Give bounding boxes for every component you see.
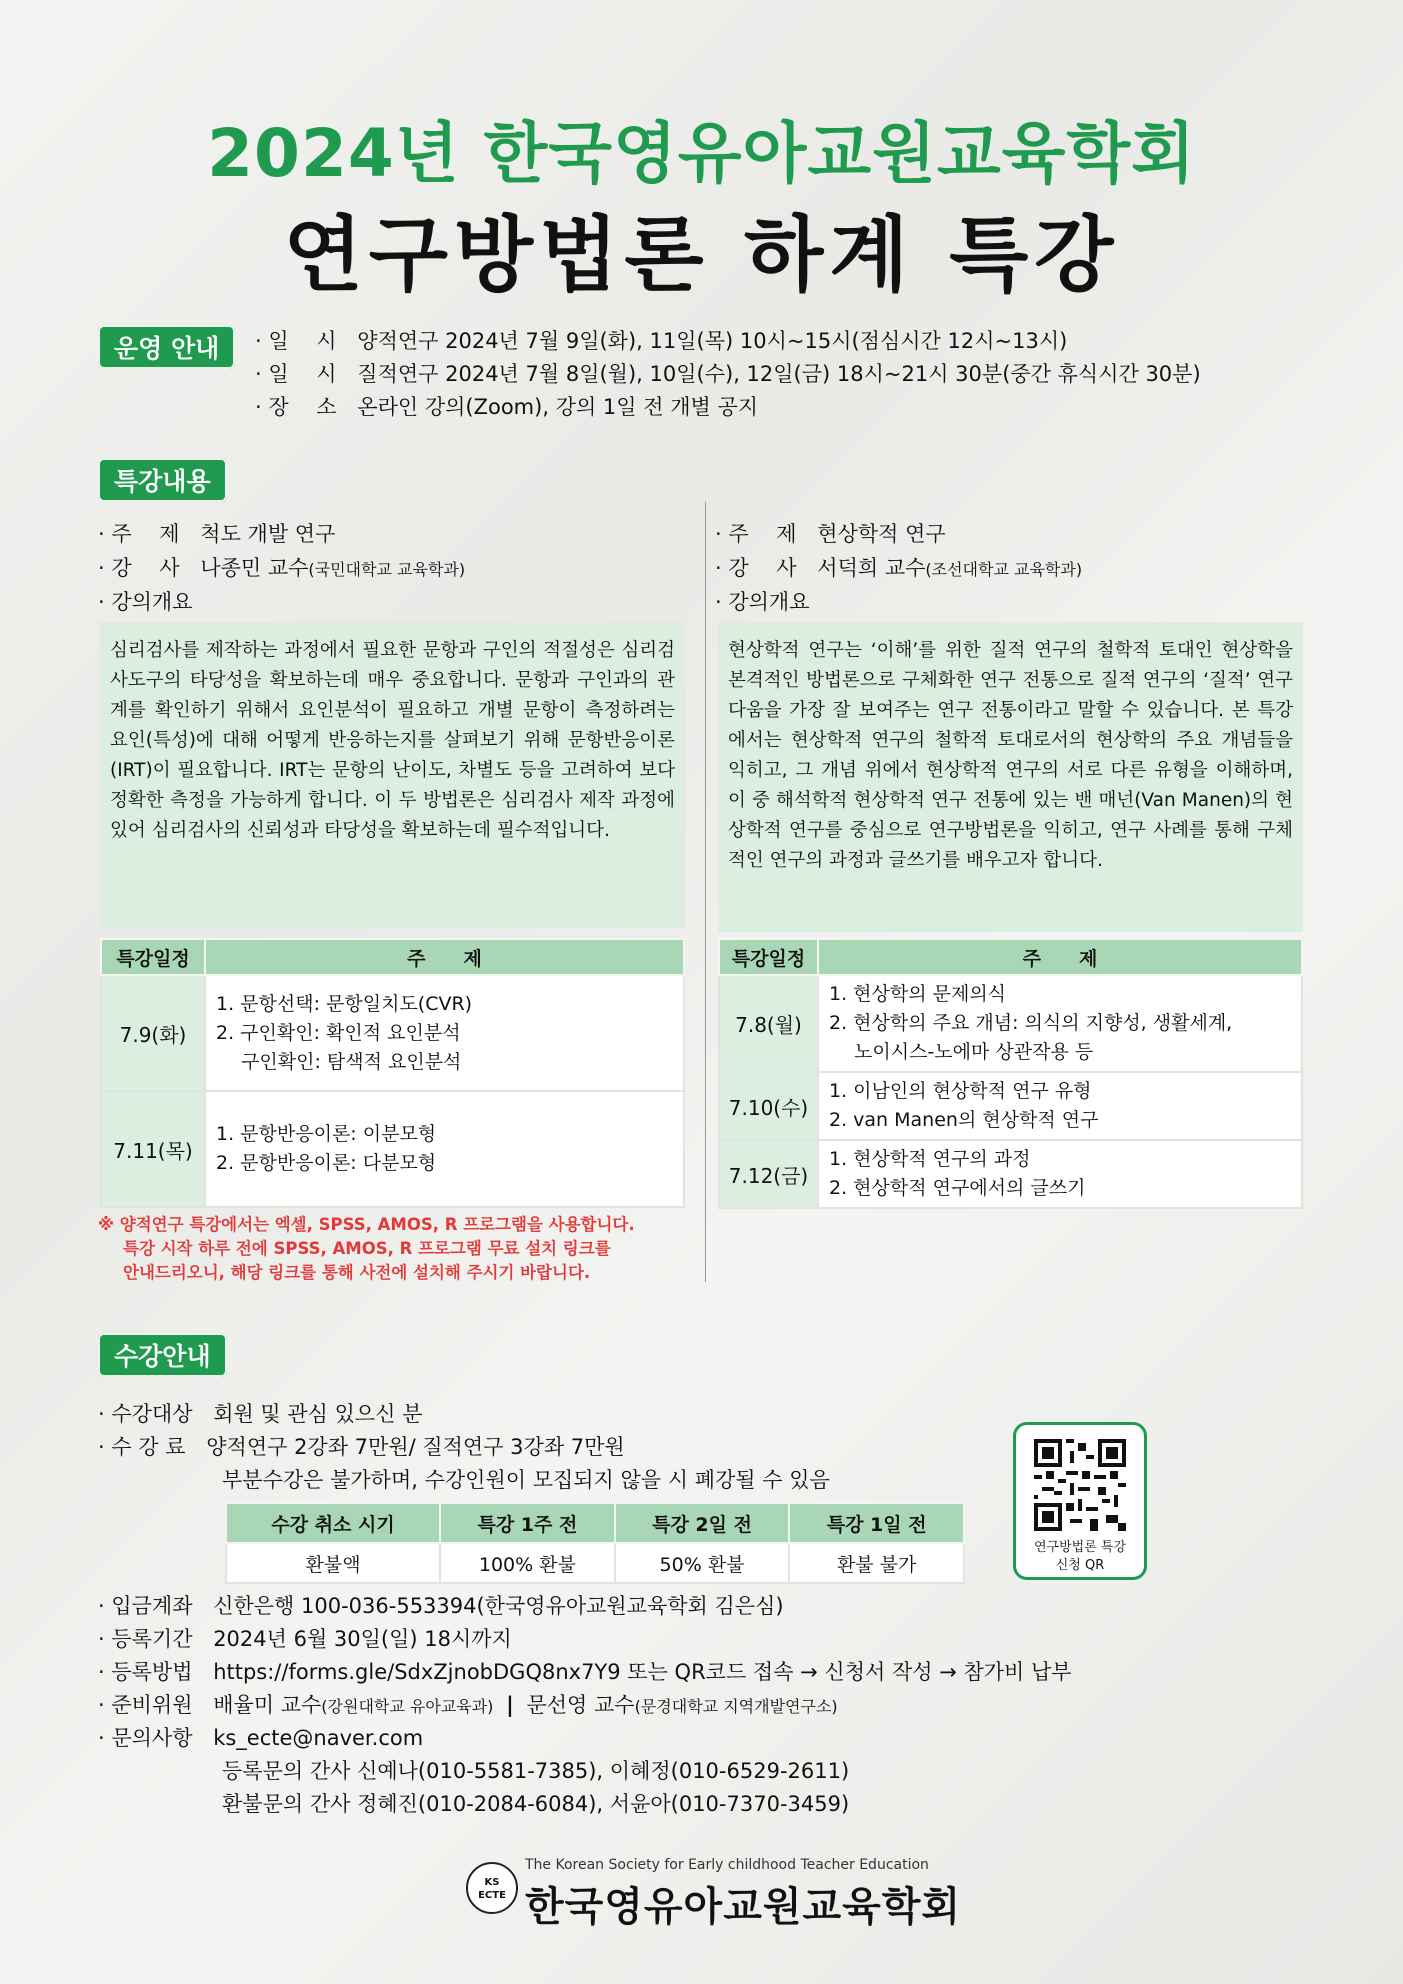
enroll-fee-row	[98, 1431, 625, 1461]
left-lecturer-label: · 강 사	[98, 556, 180, 580]
right-overview-label: · 강의개요	[715, 590, 810, 614]
operation-label: · 장 소	[255, 395, 337, 419]
committee-member-2: 문선영 교수	[526, 1693, 635, 1717]
operation-value: 양적연구 2024년 7월 9일(화), 11일(목) 10시~15시(점심시간 12시~13시)	[357, 329, 1068, 353]
left-topic: 척도 개발 연구	[200, 522, 336, 546]
operation-tag: 운영 안내	[98, 325, 235, 369]
column-divider	[705, 502, 706, 1282]
schedule-topics	[205, 1091, 684, 1207]
schedule-topics	[205, 975, 684, 1091]
committee-separator: |	[506, 1693, 514, 1717]
software-note	[98, 1213, 635, 1285]
society-logo	[466, 1862, 518, 1914]
refund-header: 특강 1주 전	[440, 1503, 615, 1543]
operation-label: · 일 시	[255, 362, 337, 386]
schedule-topic: 2. van Manen의 현상학적 연구	[829, 1109, 1099, 1131]
enroll-committee-label: · 준비위원	[98, 1693, 193, 1717]
operation-value: 온라인 강의(Zoom), 강의 1일 전 개별 공지	[357, 395, 759, 419]
note-line: 특강 시작 하루 전에 SPSS, AMOS, R 프로그램 무료 설치 링크를	[123, 1239, 611, 1258]
enroll-account-label: · 입금계좌	[98, 1594, 193, 1618]
schedule-date: 7.11(목)	[101, 1091, 205, 1207]
refund-cell: 100% 환불	[440, 1543, 615, 1583]
title-line1: 2024년 한국영유아교원교육학회	[207, 115, 1196, 192]
left-schedule-table	[100, 938, 685, 1208]
right-lecturer-row	[715, 552, 1082, 582]
schedule-topics	[818, 975, 1302, 1072]
footer-english-name: The Korean Society for Early childhood Teacher Education	[525, 1857, 929, 1873]
schedule-topics	[818, 1140, 1302, 1208]
left-topic-row	[98, 518, 335, 548]
enroll-contact-row	[98, 1722, 423, 1752]
contact-registration: 등록문의 간사 신예나(010-5581-7385), 이혜정(010-6529-2611)	[222, 1759, 850, 1783]
schedule-header-topic: 주 제	[818, 939, 1302, 975]
footer-korean-name: 한국영유아교원교육학회	[525, 1884, 962, 1930]
table-row	[719, 1140, 1302, 1208]
enroll-target-row	[98, 1398, 422, 1428]
operation-item-2	[255, 358, 1201, 388]
table-row	[719, 975, 1302, 1072]
schedule-topic: 구인확인: 탐색적 요인분석	[216, 1050, 462, 1073]
schedule-date: 7.9(화)	[101, 975, 205, 1091]
right-lecturer-affil: (조선대학교 교육학과)	[925, 560, 1083, 579]
committee-member-2-affil: (문경대학교 지역개발연구소)	[634, 1697, 838, 1716]
operation-value: 질적연구 2024년 7월 8일(월), 10일(수), 12일(금) 18시~21시 30분(중간 휴식시간 30분)	[357, 362, 1201, 386]
schedule-topic: 2. 현상학적 연구에서의 글쓰기	[829, 1177, 1086, 1199]
qr-caption	[1016, 1539, 1144, 1575]
operation-item-3	[255, 391, 758, 421]
enroll-fee: 양적연구 2강좌 7만원/ 질적연구 3강좌 7만원	[206, 1435, 625, 1459]
left-lecturer-row	[98, 552, 465, 582]
title-line2: 연구방법론 하계 특강	[283, 208, 1120, 303]
schedule-header-date: 특강일정	[101, 939, 205, 975]
right-schedule-table	[718, 938, 1303, 1209]
right-topic-row	[715, 518, 946, 548]
table-row	[101, 1091, 684, 1207]
enroll-committee-row	[98, 1689, 838, 1719]
qr-caption-line1: 연구방법론 특강	[1033, 1540, 1127, 1555]
refund-table	[225, 1502, 965, 1584]
enroll-period-label: · 등록기간	[98, 1627, 193, 1651]
qr-caption-line2: 신청 QR	[1055, 1558, 1105, 1573]
enroll-fee-label: · 수 강 료	[98, 1435, 186, 1459]
refund-header: 특강 2일 전	[615, 1503, 790, 1543]
enroll-account-row	[98, 1590, 784, 1620]
enroll-period: 2024년 6월 30일(일) 18시까지	[213, 1627, 512, 1651]
refund-cell: 환불액	[226, 1543, 440, 1583]
schedule-date: 7.12(금)	[719, 1140, 818, 1208]
enroll-contact-label: · 문의사항	[98, 1726, 193, 1750]
note-line: ※ 양적연구 특강에서는 엑셀, SPSS, AMOS, R 프로그램을 사용합니다.	[98, 1215, 635, 1234]
enroll-method-row	[98, 1656, 1072, 1686]
committee-member-1: 배율미 교수	[213, 1693, 322, 1717]
operation-item-1	[255, 325, 1067, 355]
contact-email[interactable]: ks_ecte@naver.com	[213, 1726, 424, 1750]
left-topic-label: · 주 제	[98, 522, 180, 546]
enroll-method-label: · 등록방법	[98, 1660, 193, 1684]
enroll-account: 신한은행 100-036-553394(한국영유아교원교육학회 김은심)	[213, 1594, 784, 1618]
operation-label: · 일 시	[255, 329, 337, 353]
schedule-topic: 노이시스-노에마 상관작용 등	[829, 1041, 1094, 1063]
right-lecturer-label: · 강 사	[715, 556, 797, 580]
table-row	[719, 1072, 1302, 1140]
schedule-topic: 1. 문항반응이론: 이분모형	[216, 1123, 437, 1145]
logo-text-2: ECTE	[478, 1890, 506, 1901]
enroll-fee-note: 부분수강은 불가하며, 수강인원이 모집되지 않을 시 폐강될 수 있음	[222, 1468, 830, 1492]
qr-code-icon[interactable]	[1034, 1439, 1126, 1531]
table-row	[101, 975, 684, 1091]
right-lecturer: 서덕희 교수	[817, 556, 926, 580]
enroll-target: 회원 및 관심 있으신 분	[213, 1402, 423, 1426]
schedule-date: 7.8(월)	[719, 975, 818, 1072]
logo-text-1: KS	[484, 1877, 500, 1888]
left-lecturer-affil: (국민대학교 교육학과)	[308, 560, 466, 579]
enroll-tag: 수강안내	[98, 1333, 227, 1377]
refund-cell: 환불 불가	[789, 1543, 964, 1583]
schedule-header-topic: 주 제	[205, 939, 684, 975]
schedule-topic: 1. 현상학의 문제의식	[829, 983, 1007, 1005]
schedule-header-date: 특강일정	[719, 939, 818, 975]
schedule-date: 7.10(수)	[719, 1072, 818, 1140]
right-topic: 현상학적 연구	[817, 522, 946, 546]
left-overview-text: 심리검사를 제작하는 과정에서 필요한 문항과 구인의 적절성은 심리검사도구의 타당성을 확보하는데 매우 중요합니다. 문항과 구인과의 관계를 확인하기 위해서 요인분석이 필요하고 개별 문항이 측정하려는 요인(특성)에 대해 어떻게 반응하는지를 살펴보기 위해 문항반응이론(IRT)이 필요합니다. IRT는 문항의 난이도, 차별도 등을 고려하여 보다 정확한 측정을 가능하게 합니다. 이 두 방법론은 심리검사 제작 과정에 있어 심리검사의 신뢰성과 타당성을 확보하는데 필수적입니다.	[100, 622, 685, 928]
enroll-target-label: · 수강대상	[98, 1402, 193, 1426]
committee-member-1-affil: (강원대학교 유아교육과)	[321, 1697, 494, 1716]
qr-code-box[interactable]	[1013, 1422, 1147, 1580]
left-lecturer: 나종민 교수	[200, 556, 309, 580]
table-row	[226, 1543, 964, 1583]
schedule-topic: 2. 문항반응이론: 다분모형	[216, 1152, 437, 1174]
registration-link[interactable]: https://forms.gle/SdxZjnobDGQ8nx7Y9 또는 QR코드 접속 → 신청서 작성 → 참가비 납부	[213, 1660, 1072, 1684]
right-overview-text: 현상학적 연구는 ‘이해’를 위한 질적 연구의 철학적 토대인 현상학을 본격적인 방법론으로 구체화한 연구 전통으로 질적 연구의 ‘질적’ 연구다움을 가장 잘 보여주는 연구 전통이라고 말할 수 있습니다. 본 특강에서는 현상학적 연구의 철학적 토대로서의 현상학의 주요 개념들을 익히고, 그 개념 위에서 현상학적 연구의 서로 다른 유형을 이해하며, 이 중 해석학적 현상학적 연구 전통에 있는 밴 매넌(Van Manen)의 현상학적 연구를 중심으로 연구방법론을 익히고, 연구 사례를 통해 구체적인 연구의 과정과 글쓰기를 배우고자 합니다.	[718, 622, 1303, 932]
contact-refund: 환불문의 간사 정혜진(010-2084-6084), 서윤아(010-7370-3459)	[222, 1792, 850, 1816]
content-tag: 특강내용	[98, 458, 227, 502]
refund-header: 특강 1일 전	[789, 1503, 964, 1543]
schedule-topics	[818, 1072, 1302, 1140]
enroll-period-row	[98, 1623, 512, 1653]
schedule-topic: 1. 문항선택: 문항일치도(CVR)	[216, 992, 473, 1015]
schedule-topic: 1. 이남인의 현상학적 연구 유형	[829, 1080, 1092, 1102]
schedule-topic: 2. 현상학의 주요 개념: 의식의 지향성, 생활세계,	[829, 1012, 1233, 1034]
refund-cell: 50% 환불	[615, 1543, 790, 1583]
schedule-topic: 2. 구인확인: 확인적 요인분석	[216, 1021, 461, 1044]
left-overview-label: · 강의개요	[98, 590, 193, 614]
refund-header: 수강 취소 시기	[226, 1503, 440, 1543]
note-line: 안내드리오니, 해당 링크를 통해 사전에 설치해 주시기 바랍니다.	[123, 1263, 591, 1282]
right-topic-label: · 주 제	[715, 522, 797, 546]
schedule-topic: 1. 현상학적 연구의 과정	[829, 1148, 1031, 1170]
